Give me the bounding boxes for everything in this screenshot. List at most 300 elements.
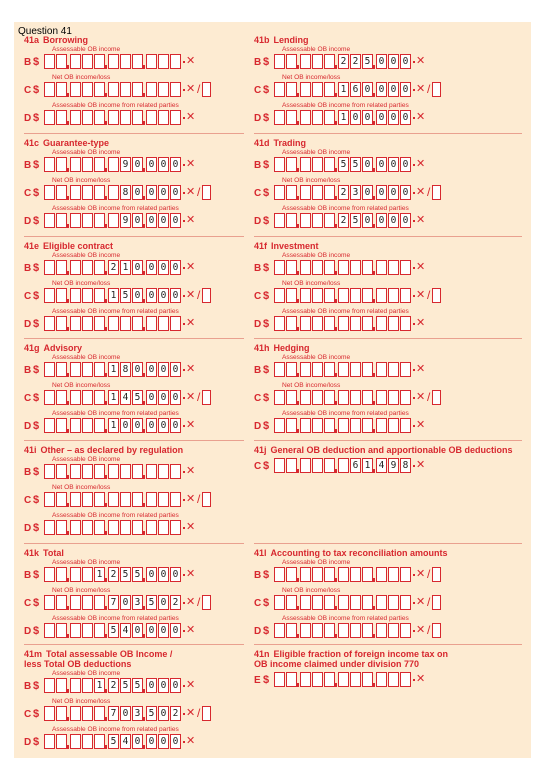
- digit-box[interactable]: [44, 362, 55, 377]
- digit-box[interactable]: 5: [132, 390, 143, 405]
- digit-box[interactable]: 5: [350, 157, 361, 172]
- digit-box[interactable]: 0: [170, 288, 181, 303]
- digit-box[interactable]: [158, 54, 169, 69]
- digit-box[interactable]: 0: [120, 706, 131, 721]
- digit-box[interactable]: [312, 288, 323, 303]
- digit-box[interactable]: [286, 418, 297, 433]
- digit-box[interactable]: 0: [170, 185, 181, 200]
- digit-box[interactable]: [338, 390, 349, 405]
- digit-box[interactable]: 0: [146, 623, 157, 638]
- digit-box[interactable]: [300, 260, 311, 275]
- digit-box[interactable]: 0: [376, 213, 387, 228]
- digit-box[interactable]: [44, 288, 55, 303]
- digit-box[interactable]: [300, 672, 311, 687]
- digit-box[interactable]: [350, 362, 361, 377]
- digit-box[interactable]: [82, 520, 93, 535]
- digit-box[interactable]: 0: [362, 213, 373, 228]
- digit-box[interactable]: 0: [132, 185, 143, 200]
- digit-box[interactable]: [324, 418, 335, 433]
- digit-box[interactable]: 5: [132, 567, 143, 582]
- digit-box[interactable]: [82, 213, 93, 228]
- digit-box[interactable]: [82, 734, 93, 749]
- digit-box[interactable]: [324, 316, 335, 331]
- digit-box[interactable]: 0: [146, 418, 157, 433]
- digit-box[interactable]: 0: [170, 623, 181, 638]
- digit-box[interactable]: 9: [120, 213, 131, 228]
- digit-box[interactable]: 2: [108, 678, 119, 693]
- digit-box[interactable]: [362, 672, 373, 687]
- digit-box[interactable]: 2: [338, 185, 349, 200]
- digit-box[interactable]: [400, 623, 411, 638]
- digit-box[interactable]: [132, 520, 143, 535]
- digit-box[interactable]: [44, 213, 55, 228]
- digit-box[interactable]: 0: [388, 157, 399, 172]
- digit-box[interactable]: 0: [158, 706, 169, 721]
- digit-box[interactable]: [94, 110, 105, 125]
- digit-box[interactable]: [350, 567, 361, 582]
- digit-box[interactable]: [70, 316, 81, 331]
- digit-box[interactable]: [286, 288, 297, 303]
- digit-box[interactable]: 0: [120, 418, 131, 433]
- digit-box[interactable]: [94, 213, 105, 228]
- digit-box[interactable]: 0: [146, 260, 157, 275]
- digit-box[interactable]: 0: [158, 418, 169, 433]
- digit-box[interactable]: [274, 213, 285, 228]
- digit-box[interactable]: [312, 567, 323, 582]
- digit-box[interactable]: [362, 567, 373, 582]
- digit-box[interactable]: 0: [170, 213, 181, 228]
- digit-box[interactable]: [82, 595, 93, 610]
- digit-box[interactable]: 0: [132, 288, 143, 303]
- digit-box[interactable]: [56, 567, 67, 582]
- digit-box[interactable]: [82, 623, 93, 638]
- digit-box[interactable]: 0: [132, 157, 143, 172]
- digit-box[interactable]: [388, 260, 399, 275]
- digit-box[interactable]: [312, 418, 323, 433]
- digit-box[interactable]: [286, 623, 297, 638]
- digit-box[interactable]: [108, 492, 119, 507]
- digit-box[interactable]: [300, 54, 311, 69]
- digit-box[interactable]: 5: [120, 567, 131, 582]
- loss-box[interactable]: [202, 492, 211, 507]
- digit-box[interactable]: [94, 316, 105, 331]
- digit-box[interactable]: [44, 706, 55, 721]
- digit-box[interactable]: 0: [146, 213, 157, 228]
- digit-box[interactable]: [56, 82, 67, 97]
- digit-box[interactable]: [132, 464, 143, 479]
- digit-box[interactable]: [312, 54, 323, 69]
- digit-box[interactable]: 0: [376, 185, 387, 200]
- loss-box[interactable]: [202, 185, 211, 200]
- digit-box[interactable]: [82, 185, 93, 200]
- digit-box[interactable]: 4: [120, 390, 131, 405]
- digit-box[interactable]: [286, 260, 297, 275]
- digit-box[interactable]: [44, 464, 55, 479]
- digit-box[interactable]: [324, 213, 335, 228]
- digit-box[interactable]: [338, 672, 349, 687]
- digit-box[interactable]: [120, 464, 131, 479]
- digit-box[interactable]: [286, 672, 297, 687]
- digit-box[interactable]: 2: [108, 260, 119, 275]
- digit-box[interactable]: [338, 623, 349, 638]
- digit-box[interactable]: [108, 157, 119, 172]
- loss-box[interactable]: [432, 390, 441, 405]
- digit-box[interactable]: 0: [170, 390, 181, 405]
- digit-box[interactable]: [312, 390, 323, 405]
- digit-box[interactable]: 0: [158, 213, 169, 228]
- digit-box[interactable]: [44, 734, 55, 749]
- digit-box[interactable]: 0: [158, 567, 169, 582]
- digit-box[interactable]: [120, 82, 131, 97]
- digit-box[interactable]: [82, 157, 93, 172]
- digit-box[interactable]: [274, 54, 285, 69]
- digit-box[interactable]: [400, 390, 411, 405]
- digit-box[interactable]: [274, 82, 285, 97]
- digit-box[interactable]: 0: [158, 157, 169, 172]
- digit-box[interactable]: [324, 157, 335, 172]
- digit-box[interactable]: [56, 157, 67, 172]
- digit-box[interactable]: [94, 464, 105, 479]
- digit-box[interactable]: 5: [132, 678, 143, 693]
- digit-box[interactable]: [286, 458, 297, 473]
- digit-box[interactable]: [312, 82, 323, 97]
- digit-box[interactable]: 0: [388, 213, 399, 228]
- digit-box[interactable]: [362, 623, 373, 638]
- digit-box[interactable]: 0: [132, 418, 143, 433]
- digit-box[interactable]: 0: [146, 390, 157, 405]
- digit-box[interactable]: [56, 260, 67, 275]
- digit-box[interactable]: 4: [120, 623, 131, 638]
- digit-box[interactable]: [400, 418, 411, 433]
- digit-box[interactable]: 4: [376, 458, 387, 473]
- digit-box[interactable]: [286, 54, 297, 69]
- digit-box[interactable]: [312, 672, 323, 687]
- digit-box[interactable]: 2: [108, 567, 119, 582]
- digit-box[interactable]: [170, 316, 181, 331]
- digit-box[interactable]: [300, 362, 311, 377]
- digit-box[interactable]: [132, 316, 143, 331]
- digit-box[interactable]: [312, 623, 323, 638]
- digit-box[interactable]: 5: [108, 623, 119, 638]
- digit-box[interactable]: [146, 520, 157, 535]
- digit-box[interactable]: [170, 54, 181, 69]
- digit-box[interactable]: [324, 260, 335, 275]
- digit-box[interactable]: [70, 567, 81, 582]
- digit-box[interactable]: [82, 492, 93, 507]
- digit-box[interactable]: [70, 734, 81, 749]
- loss-box[interactable]: [432, 185, 441, 200]
- digit-box[interactable]: [120, 492, 131, 507]
- digit-box[interactable]: [132, 492, 143, 507]
- digit-box[interactable]: 0: [170, 260, 181, 275]
- digit-box[interactable]: 5: [338, 157, 349, 172]
- loss-box[interactable]: [432, 595, 441, 610]
- digit-box[interactable]: [94, 362, 105, 377]
- digit-box[interactable]: [94, 623, 105, 638]
- digit-box[interactable]: [82, 706, 93, 721]
- digit-box[interactable]: [324, 110, 335, 125]
- digit-box[interactable]: [300, 288, 311, 303]
- digit-box[interactable]: [94, 595, 105, 610]
- digit-box[interactable]: 0: [400, 185, 411, 200]
- digit-box[interactable]: [300, 418, 311, 433]
- digit-box[interactable]: [44, 595, 55, 610]
- digit-box[interactable]: [376, 362, 387, 377]
- digit-box[interactable]: [388, 567, 399, 582]
- digit-box[interactable]: 2: [350, 54, 361, 69]
- digit-box[interactable]: 0: [400, 110, 411, 125]
- digit-box[interactable]: [286, 185, 297, 200]
- digit-box[interactable]: [56, 520, 67, 535]
- digit-box[interactable]: [300, 567, 311, 582]
- digit-box[interactable]: [362, 288, 373, 303]
- digit-box[interactable]: 0: [132, 213, 143, 228]
- digit-box[interactable]: [56, 288, 67, 303]
- digit-box[interactable]: 0: [146, 362, 157, 377]
- digit-box[interactable]: [146, 464, 157, 479]
- digit-box[interactable]: [70, 418, 81, 433]
- digit-box[interactable]: [158, 82, 169, 97]
- digit-box[interactable]: [82, 464, 93, 479]
- digit-box[interactable]: 0: [388, 82, 399, 97]
- digit-box[interactable]: 0: [158, 288, 169, 303]
- digit-box[interactable]: 0: [376, 157, 387, 172]
- digit-box[interactable]: [388, 316, 399, 331]
- digit-box[interactable]: 2: [338, 54, 349, 69]
- loss-box[interactable]: [432, 288, 441, 303]
- digit-box[interactable]: [286, 157, 297, 172]
- digit-box[interactable]: [44, 418, 55, 433]
- digit-box[interactable]: 1: [362, 458, 373, 473]
- digit-box[interactable]: [388, 362, 399, 377]
- digit-box[interactable]: [170, 110, 181, 125]
- digit-box[interactable]: 0: [376, 82, 387, 97]
- digit-box[interactable]: [400, 672, 411, 687]
- digit-box[interactable]: [362, 362, 373, 377]
- digit-box[interactable]: [70, 464, 81, 479]
- digit-box[interactable]: 0: [158, 260, 169, 275]
- digit-box[interactable]: 0: [362, 110, 373, 125]
- digit-box[interactable]: [44, 110, 55, 125]
- digit-box[interactable]: [388, 623, 399, 638]
- digit-box[interactable]: [70, 390, 81, 405]
- digit-box[interactable]: [274, 316, 285, 331]
- digit-box[interactable]: [108, 110, 119, 125]
- digit-box[interactable]: [300, 623, 311, 638]
- digit-box[interactable]: 0: [170, 734, 181, 749]
- digit-box[interactable]: 0: [400, 54, 411, 69]
- digit-box[interactable]: [146, 316, 157, 331]
- digit-box[interactable]: 0: [146, 185, 157, 200]
- digit-box[interactable]: [70, 362, 81, 377]
- digit-box[interactable]: [362, 418, 373, 433]
- digit-box[interactable]: 1: [108, 418, 119, 433]
- digit-box[interactable]: 9: [388, 458, 399, 473]
- digit-box[interactable]: [146, 54, 157, 69]
- digit-box[interactable]: [56, 316, 67, 331]
- digit-box[interactable]: [350, 390, 361, 405]
- digit-box[interactable]: [94, 390, 105, 405]
- loss-box[interactable]: [202, 595, 211, 610]
- digit-box[interactable]: [108, 213, 119, 228]
- digit-box[interactable]: [82, 362, 93, 377]
- digit-box[interactable]: [120, 54, 131, 69]
- digit-box[interactable]: [324, 185, 335, 200]
- digit-box[interactable]: 0: [388, 185, 399, 200]
- digit-box[interactable]: [94, 492, 105, 507]
- digit-box[interactable]: [56, 678, 67, 693]
- digit-box[interactable]: [324, 567, 335, 582]
- digit-box[interactable]: [56, 185, 67, 200]
- digit-box[interactable]: [324, 390, 335, 405]
- digit-box[interactable]: [324, 54, 335, 69]
- digit-box[interactable]: [82, 418, 93, 433]
- digit-box[interactable]: [274, 567, 285, 582]
- digit-box[interactable]: 5: [362, 54, 373, 69]
- loss-box[interactable]: [202, 288, 211, 303]
- digit-box[interactable]: [376, 567, 387, 582]
- digit-box[interactable]: 7: [108, 595, 119, 610]
- digit-box[interactable]: [286, 316, 297, 331]
- digit-box[interactable]: [350, 316, 361, 331]
- digit-box[interactable]: [170, 82, 181, 97]
- digit-box[interactable]: [300, 82, 311, 97]
- digit-box[interactable]: [170, 520, 181, 535]
- digit-box[interactable]: 0: [146, 678, 157, 693]
- digit-box[interactable]: 0: [158, 390, 169, 405]
- digit-box[interactable]: 9: [120, 157, 131, 172]
- digit-box[interactable]: 0: [350, 110, 361, 125]
- digit-box[interactable]: 1: [94, 678, 105, 693]
- digit-box[interactable]: [376, 316, 387, 331]
- digit-box[interactable]: [70, 706, 81, 721]
- digit-box[interactable]: [44, 54, 55, 69]
- digit-box[interactable]: [44, 157, 55, 172]
- digit-box[interactable]: [350, 418, 361, 433]
- digit-box[interactable]: [300, 213, 311, 228]
- digit-box[interactable]: 0: [400, 157, 411, 172]
- digit-box[interactable]: [70, 213, 81, 228]
- digit-box[interactable]: [312, 362, 323, 377]
- digit-box[interactable]: 0: [170, 418, 181, 433]
- digit-box[interactable]: [108, 464, 119, 479]
- digit-box[interactable]: [108, 520, 119, 535]
- digit-box[interactable]: [286, 595, 297, 610]
- digit-box[interactable]: [300, 390, 311, 405]
- digit-box[interactable]: 8: [120, 185, 131, 200]
- digit-box[interactable]: [44, 520, 55, 535]
- digit-box[interactable]: [274, 110, 285, 125]
- digit-box[interactable]: 1: [94, 567, 105, 582]
- digit-box[interactable]: 0: [170, 567, 181, 582]
- digit-box[interactable]: [388, 390, 399, 405]
- loss-box[interactable]: [432, 567, 441, 582]
- loss-box[interactable]: [202, 390, 211, 405]
- digit-box[interactable]: [312, 110, 323, 125]
- digit-box[interactable]: [312, 185, 323, 200]
- digit-box[interactable]: [146, 492, 157, 507]
- digit-box[interactable]: 2: [338, 213, 349, 228]
- digit-box[interactable]: [286, 567, 297, 582]
- digit-box[interactable]: [400, 595, 411, 610]
- digit-box[interactable]: [338, 458, 349, 473]
- digit-box[interactable]: 0: [158, 595, 169, 610]
- digit-box[interactable]: 3: [350, 185, 361, 200]
- digit-box[interactable]: [44, 82, 55, 97]
- digit-box[interactable]: [324, 288, 335, 303]
- loss-box[interactable]: [432, 82, 441, 97]
- digit-box[interactable]: 0: [170, 678, 181, 693]
- digit-box[interactable]: 5: [146, 595, 157, 610]
- digit-box[interactable]: [94, 706, 105, 721]
- digit-box[interactable]: [350, 288, 361, 303]
- digit-box[interactable]: [82, 54, 93, 69]
- digit-box[interactable]: [338, 288, 349, 303]
- digit-box[interactable]: [300, 185, 311, 200]
- digit-box[interactable]: [82, 288, 93, 303]
- digit-box[interactable]: 3: [132, 595, 143, 610]
- digit-box[interactable]: [70, 520, 81, 535]
- digit-box[interactable]: 1: [108, 288, 119, 303]
- digit-box[interactable]: [44, 185, 55, 200]
- digit-box[interactable]: [350, 595, 361, 610]
- digit-box[interactable]: [158, 316, 169, 331]
- digit-box[interactable]: [132, 82, 143, 97]
- digit-box[interactable]: [146, 110, 157, 125]
- digit-box[interactable]: [108, 82, 119, 97]
- digit-box[interactable]: [94, 185, 105, 200]
- digit-box[interactable]: [94, 82, 105, 97]
- digit-box[interactable]: [300, 110, 311, 125]
- digit-box[interactable]: [274, 418, 285, 433]
- digit-box[interactable]: [56, 623, 67, 638]
- digit-box[interactable]: [286, 82, 297, 97]
- digit-box[interactable]: [108, 316, 119, 331]
- digit-box[interactable]: [170, 492, 181, 507]
- digit-box[interactable]: 1: [108, 362, 119, 377]
- digit-box[interactable]: [94, 260, 105, 275]
- digit-box[interactable]: [146, 82, 157, 97]
- digit-box[interactable]: [56, 706, 67, 721]
- digit-box[interactable]: [170, 464, 181, 479]
- digit-box[interactable]: 7: [108, 706, 119, 721]
- digit-box[interactable]: 3: [132, 706, 143, 721]
- digit-box[interactable]: [400, 567, 411, 582]
- digit-box[interactable]: 0: [376, 110, 387, 125]
- digit-box[interactable]: [274, 458, 285, 473]
- digit-box[interactable]: 0: [146, 567, 157, 582]
- digit-box[interactable]: [94, 157, 105, 172]
- digit-box[interactable]: [274, 157, 285, 172]
- digit-box[interactable]: 1: [338, 110, 349, 125]
- digit-box[interactable]: [376, 390, 387, 405]
- digit-box[interactable]: [44, 492, 55, 507]
- digit-box[interactable]: 0: [146, 157, 157, 172]
- digit-box[interactable]: [132, 110, 143, 125]
- digit-box[interactable]: [400, 288, 411, 303]
- digit-box[interactable]: [300, 458, 311, 473]
- digit-box[interactable]: 1: [120, 260, 131, 275]
- digit-box[interactable]: [274, 260, 285, 275]
- digit-box[interactable]: [312, 157, 323, 172]
- digit-box[interactable]: [82, 678, 93, 693]
- digit-box[interactable]: [286, 213, 297, 228]
- digit-box[interactable]: [376, 672, 387, 687]
- digit-box[interactable]: 6: [350, 458, 361, 473]
- digit-box[interactable]: [70, 54, 81, 69]
- digit-box[interactable]: [56, 595, 67, 610]
- digit-box[interactable]: 0: [170, 157, 181, 172]
